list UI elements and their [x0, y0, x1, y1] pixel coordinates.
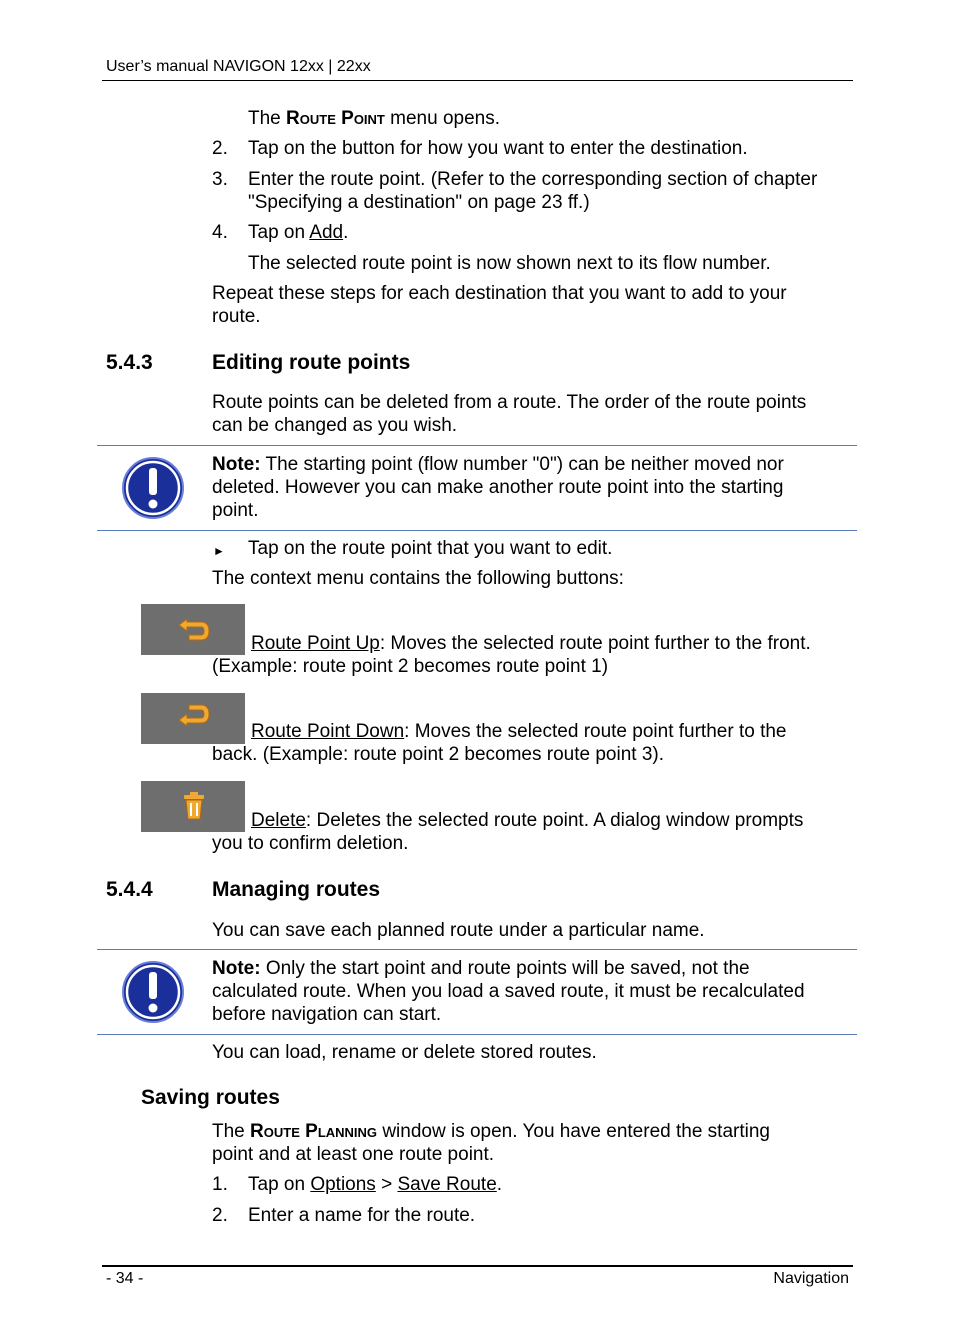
page-number: - 34 - — [106, 1270, 144, 1287]
subsection-title: Saving routes — [141, 1086, 280, 1109]
button-desc: Route Point Up: Moves the selected route point further to the front. — [251, 633, 811, 654]
header-rule — [102, 80, 853, 81]
repeat-text: route. — [212, 306, 261, 327]
menu-opens-text: The Route Point menu opens. — [248, 108, 501, 129]
section-title: Managing routes — [212, 878, 381, 901]
bullet-text: Tap on the route point that you want to edit. — [248, 538, 613, 559]
paragraph: The context menu contains the following buttons: — [212, 568, 624, 589]
add-link[interactable]: Add — [309, 222, 344, 243]
paragraph: You can load, rename or delete stored routes. — [212, 1042, 597, 1063]
step-number: 2. — [212, 138, 228, 159]
step-text: Tap on Add. — [248, 222, 349, 243]
button-desc: Route Point Down: Moves the selected route point further to the — [251, 721, 787, 742]
step-number: 3. — [212, 169, 228, 190]
route-point-up-button[interactable] — [141, 604, 245, 655]
paragraph: point and at least one route point. — [212, 1144, 495, 1165]
save-route-link[interactable]: Save Route — [397, 1174, 497, 1195]
step-text: Enter a name for the route. — [248, 1205, 476, 1226]
menu-name: Route Point — [286, 108, 385, 129]
options-link[interactable]: Options — [310, 1174, 376, 1195]
bullet-marker: ► — [213, 544, 225, 558]
route-point-down-link[interactable]: Route Point Down — [251, 721, 405, 742]
step-text: "Specifying a destination" on page 23 ff.) — [248, 192, 590, 213]
step-number: 1. — [212, 1174, 228, 1195]
note-rule-top — [97, 949, 857, 950]
delete-button[interactable] — [141, 781, 245, 832]
button-desc: back. (Example: route point 2 becomes route point 3). — [212, 744, 665, 765]
note-rule-top — [97, 445, 857, 446]
route-point-up-link[interactable]: Route Point Up — [251, 633, 380, 654]
paragraph: can be changed as you wish. — [212, 415, 458, 436]
window-name: Route Planning — [250, 1121, 378, 1142]
note-text: Note: The starting point (flow number "0") can be neither moved nor deleted. However you can make another route point into the starting point. — [212, 454, 784, 521]
arrow-down-icon — [177, 702, 211, 734]
note-rule-bottom — [97, 530, 857, 531]
section-number: 5.4.4 — [106, 878, 153, 901]
note-rule-bottom — [97, 1034, 857, 1035]
paragraph: The Route Planning window is open. You have entered the starting — [212, 1121, 770, 1142]
footer-section: Navigation — [773, 1270, 849, 1287]
trash-icon — [177, 790, 211, 822]
step-number: 2. — [212, 1205, 228, 1226]
section-number: 5.4.3 — [106, 351, 153, 374]
button-desc: you to confirm deletion. — [212, 833, 409, 854]
route-point-down-button[interactable] — [141, 693, 245, 744]
step-text: Tap on the button for how you want to enter the destination. — [248, 138, 748, 159]
button-desc: Delete: Deletes the selected route point. A dialog window prompts — [251, 810, 804, 831]
step-number: 4. — [212, 222, 228, 243]
paragraph: Route points can be deleted from a route. The order of the route points — [212, 392, 807, 413]
note-text: Note: Only the start point and route points will be saved, not the calculated route. When you load a saved route, it must be recalculated before navigation can start. — [212, 958, 805, 1025]
repeat-text: Repeat these steps for each destination that you want to add to your — [212, 283, 787, 304]
exclamation-icon — [121, 456, 185, 520]
result-text: The selected route point is now shown next to its flow number. — [248, 253, 771, 274]
step-text: Tap on Options > Save Route. — [248, 1174, 503, 1195]
section-title: Editing route points — [212, 351, 411, 374]
paragraph: You can save each planned route under a particular name. — [212, 920, 705, 941]
exclamation-icon — [121, 960, 185, 1024]
footer-rule — [102, 1265, 853, 1267]
step-text: Enter the route point. (Refer to the corresponding section of chapter — [248, 169, 818, 190]
delete-link[interactable]: Delete — [251, 810, 306, 831]
page-header: User’s manual NAVIGON 12xx | 22xx — [106, 58, 371, 75]
button-desc: (Example: route point 2 becomes route point 1) — [212, 656, 609, 677]
arrow-up-icon — [177, 613, 211, 645]
